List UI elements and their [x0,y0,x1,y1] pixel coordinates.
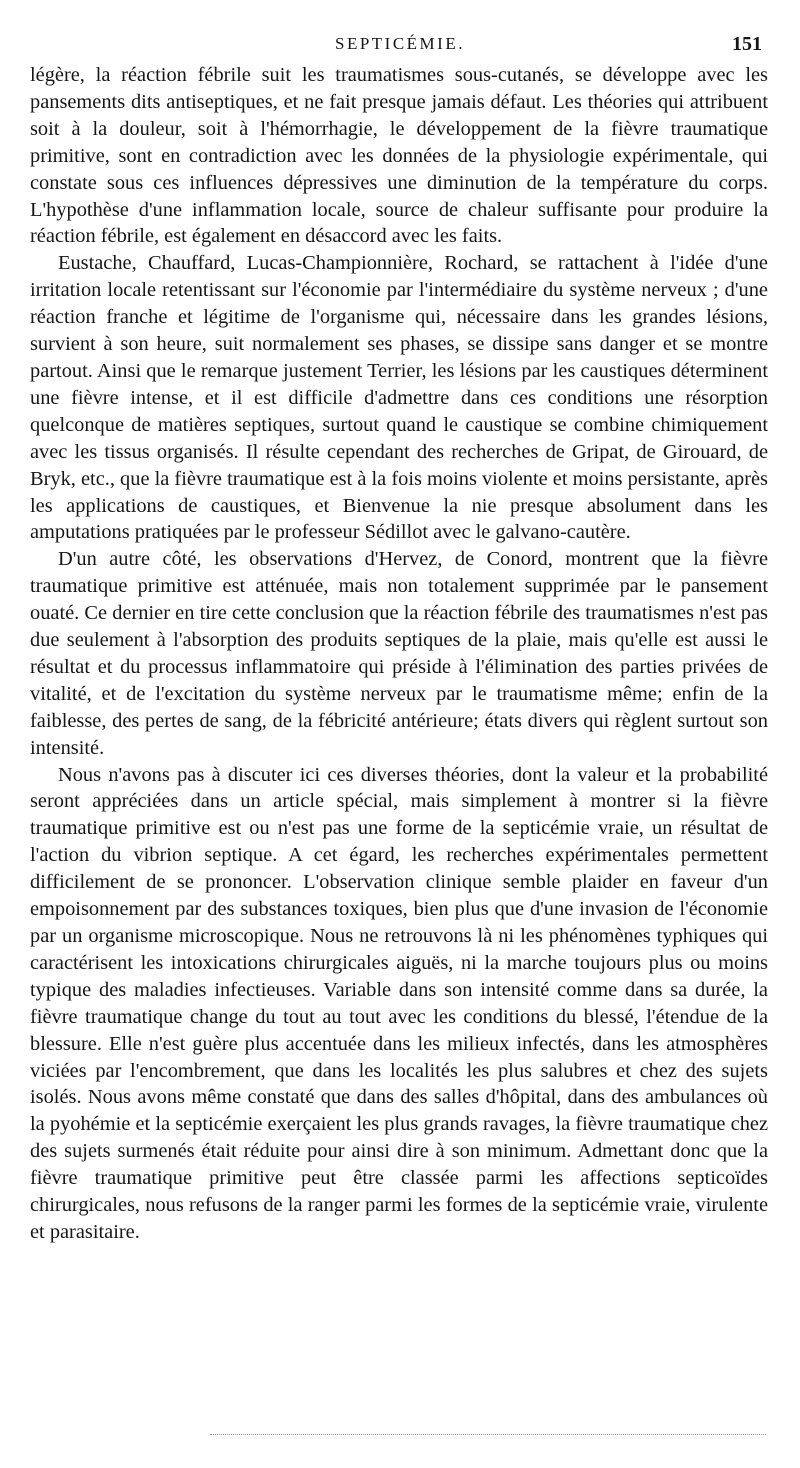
paragraph: Eustache, Chauffard, Lucas-Championnière, Rochard, se rattachent à l'idée d'une irritation locale retentissant sur l'économie par l'intermédiaire du système nerveux ; d'une réaction franche et légitime de l'organisme qui, nécessaire dans les grandes lésions, survient à son heure, suit normalement ses phases, se dissipe sans danger et se montre partout. Ainsi que le remarque justement Terrier, les lésions par les caustiques déterminent une fièvre intense, et il est difficile d'admettre dans ces conditions une résorption quelconque de matières septiques, surtout quand le caustique se combine chimiquement avec les tissus organisés. Il résulte cependant des recherches de Gripat, de Girouard, de Bryk, etc., que la fièvre traumatique est à la fois moins violente et moins persistante, après les applications de caustiques, et Bienvenue la nie presque absolument dans les amputations pratiquées par le professeur Sédillot avec le galvano-cautère. [30,252,768,544]
running-head [30,30,770,58]
paragraph: D'un autre côté, les observations d'Hervez, de Conord, montrent que la fièvre traumatique primitive est atténuée, mais non totalement supprimée par le pansement ouaté. Ce dernier en tire cette conclusion que la réaction fébrile des traumatismes n'est pas due seulement à l'absorption des produits septiques de la plaie, mais qu'elle est aussi le résultat et du processus inflammatoire qui préside à l'élimination des parties privées de vitalité, et de l'excitation du système nerveux par le traumatisme même; enfin de la faiblesse, des pertes de sang, de la fébricité antérieure; états divers qui règlent surtout son intensité. [30,548,768,759]
page-number: 151 [732,33,762,55]
footer-rule [210,1434,766,1435]
running-title: SEPTICÉMIE. [335,34,465,53]
paragraph: Nous n'avons pas à discuter ici ces diverses théories, dont la valeur et la probabilité seront appréciées dans un article spécial, mais simplement à montrer si la fièvre traumatique primitive est ou n'est pas une forme de la septicémie vraie, un résultat de l'action du vibrion septique. A cet égard, les recherches expérimentales permettent difficilement de se prononcer. L'observation clinique semble plaider en faveur d'un empoisonnement par des substances toxiques, bien plus que d'une invasion de l'économie par un organisme microscopique. Nous ne retrouvons là ni les phénomènes typhiques qui caractérisent les intoxications chirurgicales aiguës, ni la marche toujours plus ou moins typique des maladies infectieuses. Variable dans son intensité comme dans sa durée, la fièvre traumatique change du tout au tout avec les conditions du blessé, l'étendue de la blessure. Elle n'est guère plus accentuée dans les milieux infectés, dans les atmosphères viciées par l'encombrement, que dans les localités les plus salubres et chez des sujets isolés. Nous avons même constaté que dans des salles d'hôpital, dans des ambulances où la pyohémie et la septicémie exerçaient les plus grands ravages, la fièvre traumatique chez des sujets surmenés était réduite pour ainsi dire à son minimum. Admettant donc que la fièvre traumatique primitive peut être classée parmi les affections septicoïdes chirurgicales, nous refusons de la ranger parmi les formes de la septicémie vraie, virulente et parasitaire. [30,763,768,1243]
body-text [30,62,768,1246]
paragraph-continuation: légère, la réaction fébrile suit les traumatismes sous-cutanés, se développe avec les pansements dits antiseptiques, et ne fait presque jamais défaut. Les théories qui attribuent soit à la douleur, soit à l'hémorrhagie, le développement de la fièvre traumatique primitive, sont en contradiction avec les données de la physiologie expérimentale, qui constate sous ces influences dépressives une diminution de la température du corps. L'hypothèse d'une inflammation locale, source de chaleur suffisante pour produire la réaction fébrile, est également en désaccord avec les faits. [30,64,768,248]
